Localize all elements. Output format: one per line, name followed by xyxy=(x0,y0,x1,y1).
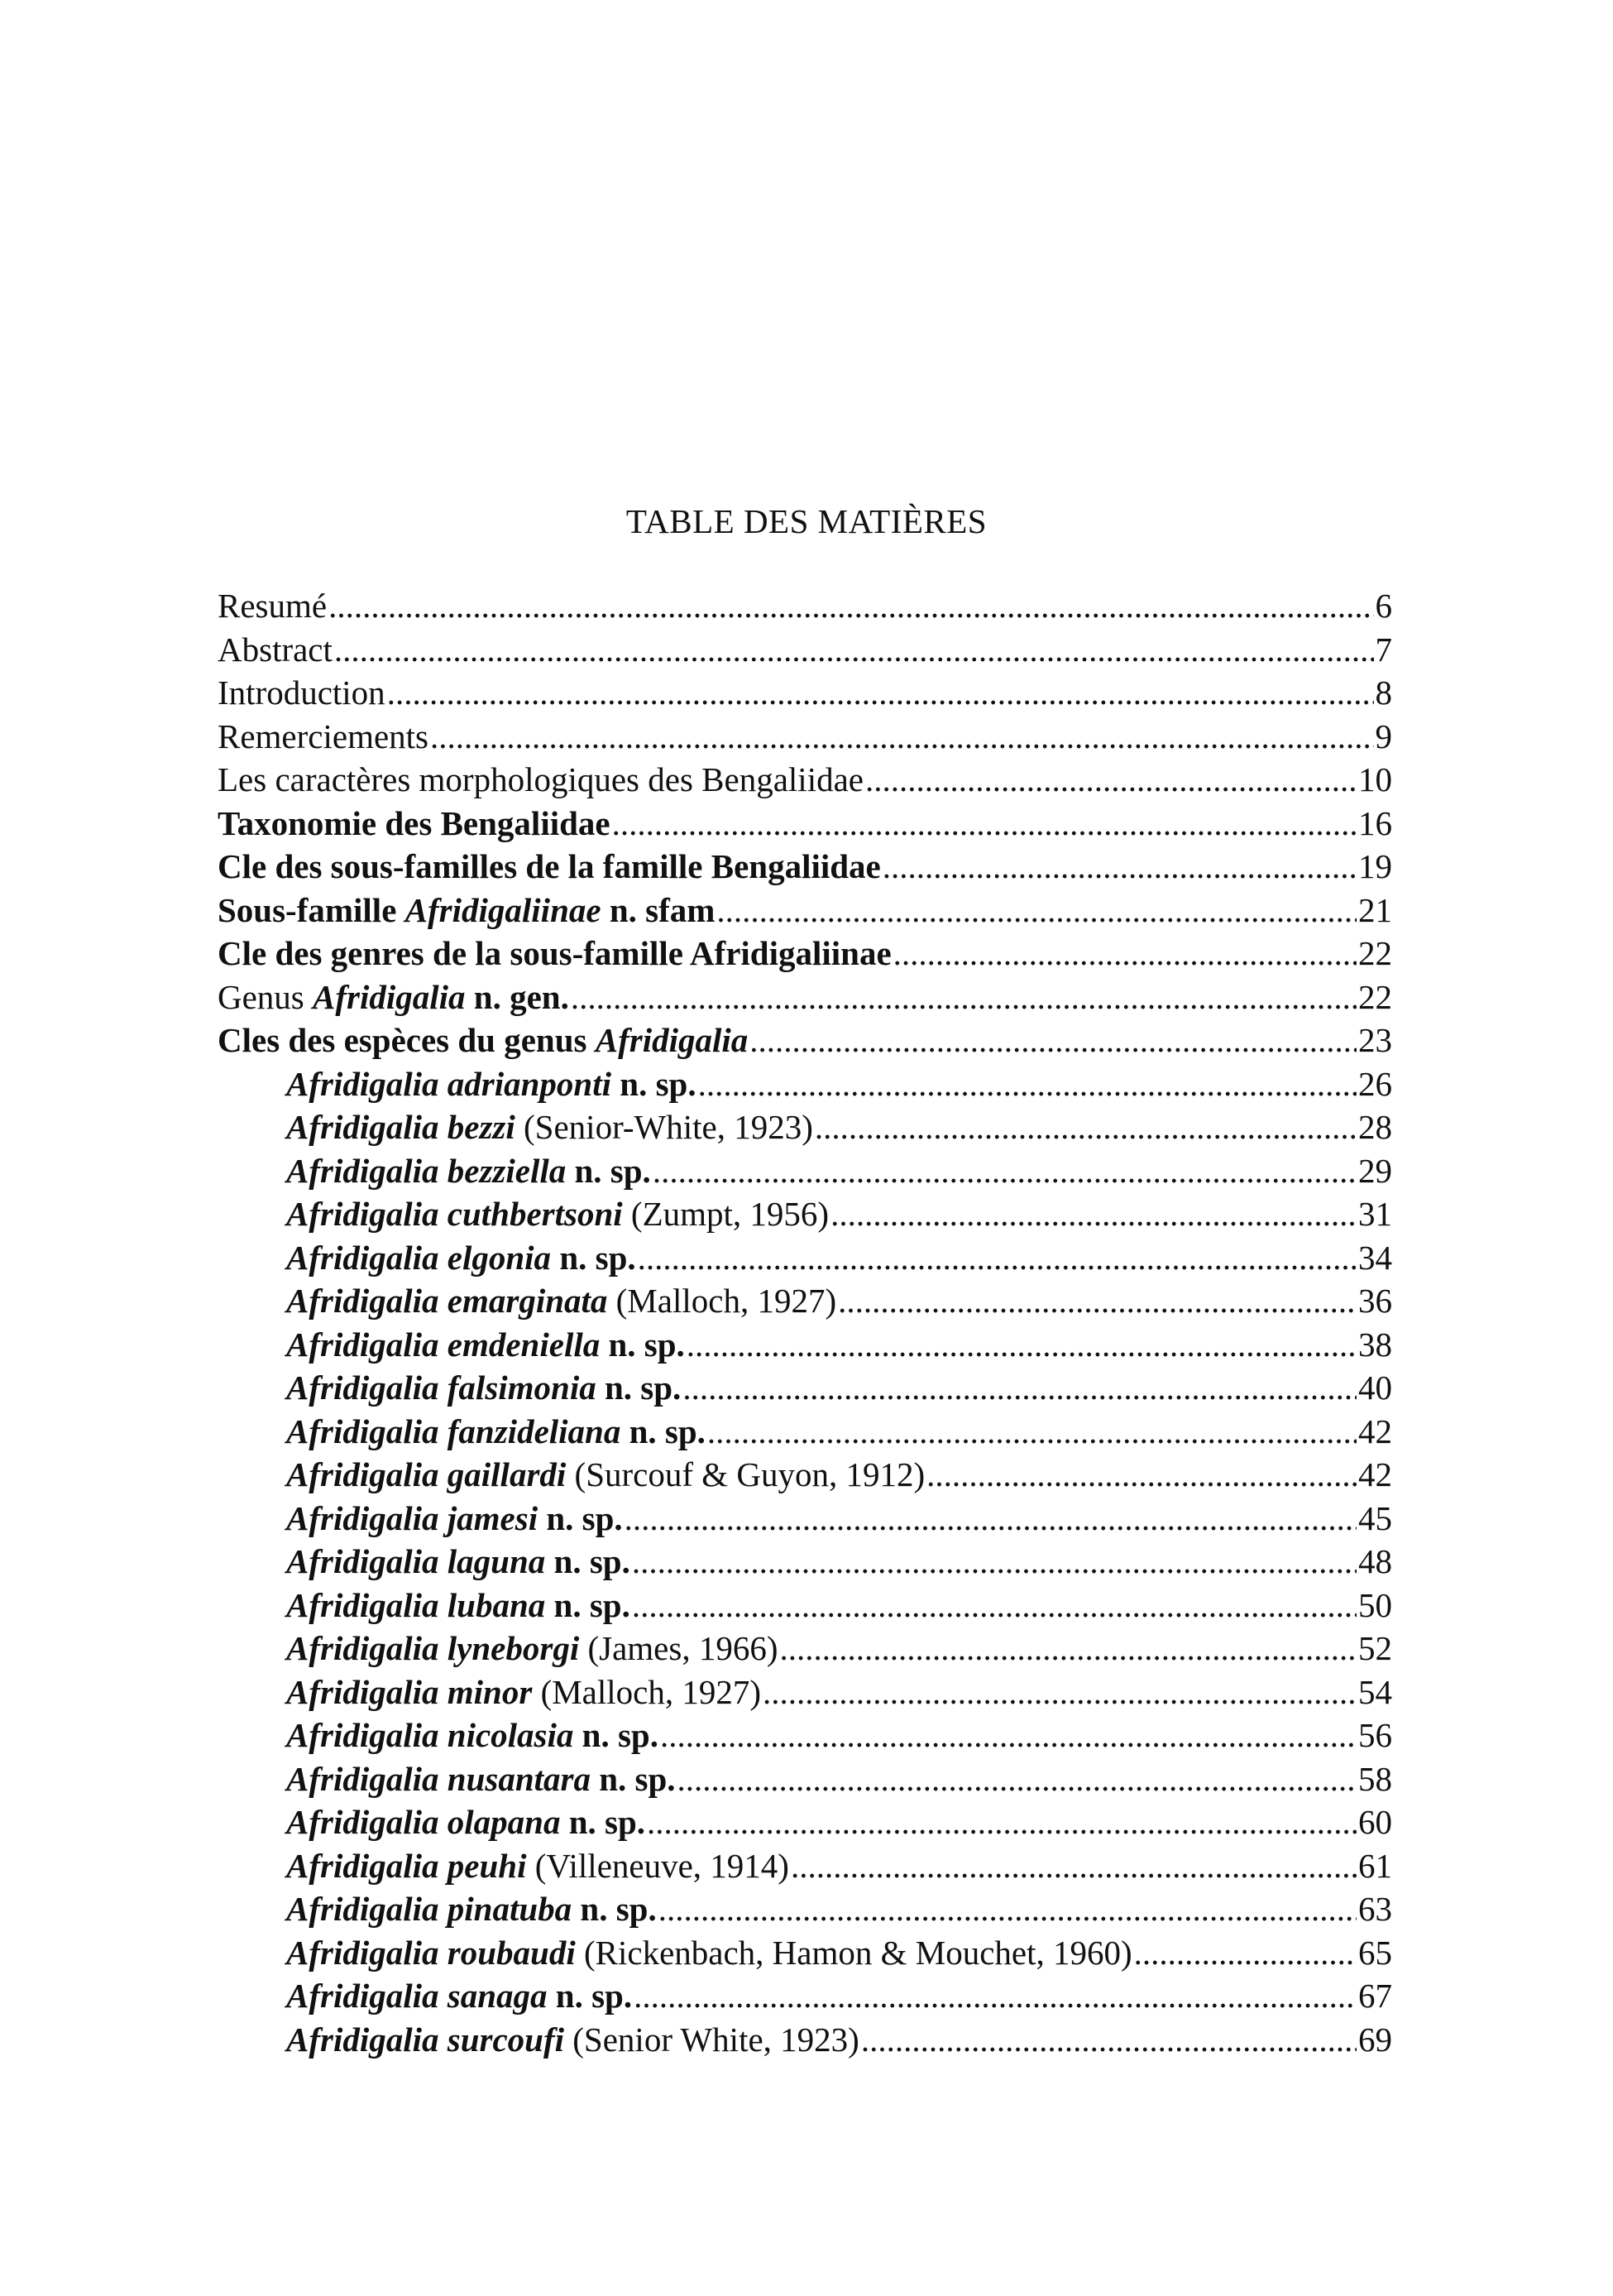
toc-page-number: 61 xyxy=(1358,1846,1392,1885)
toc-entry xyxy=(218,1627,1392,1670)
toc-entry-title xyxy=(286,1323,685,1367)
toc-entry-title xyxy=(286,1192,829,1236)
dot-leader xyxy=(865,758,1357,802)
toc-page-number: 58 xyxy=(1358,1759,1392,1798)
dot-leader xyxy=(791,1844,1357,1888)
toc-page-number: 42 xyxy=(1358,1455,1392,1493)
toc-entry-title-part: Afridigalia falsimonia xyxy=(286,1368,596,1407)
toc-entry-title-part: Afridigalia nicolasia xyxy=(286,1716,574,1754)
toc-page-number: 6 xyxy=(1375,587,1392,625)
toc-entry-title xyxy=(286,1105,813,1149)
toc-entry-title-part: n. sp. xyxy=(566,1151,651,1190)
dot-leader xyxy=(571,975,1357,1019)
toc-page-number: 19 xyxy=(1358,847,1392,885)
toc-page-number: 28 xyxy=(1358,1108,1392,1146)
toc-entry-title xyxy=(218,932,892,975)
toc-entry xyxy=(218,1453,1392,1497)
toc-page-number: 29 xyxy=(1358,1151,1392,1190)
toc-page-number: 7 xyxy=(1375,630,1392,669)
toc-entry-title-part: Afridigalia elgonia xyxy=(286,1238,552,1277)
toc-entry-title xyxy=(286,1974,632,2018)
toc-page-number: 56 xyxy=(1358,1716,1392,1754)
dot-leader xyxy=(883,845,1357,889)
toc-entry-title xyxy=(286,1584,630,1627)
toc-entry xyxy=(218,1584,1392,1627)
toc-entry-title-part: Afridigalia xyxy=(313,977,466,1016)
toc-entry xyxy=(218,1366,1392,1410)
toc-entry-title xyxy=(286,1366,681,1410)
toc-entry xyxy=(218,975,1392,1019)
toc-entry xyxy=(218,1410,1392,1454)
dot-leader xyxy=(716,889,1357,932)
toc-entry-title-part: n. sp. xyxy=(590,1759,676,1798)
toc-entry-title-part: (James, 1966) xyxy=(579,1629,778,1667)
toc-entry-title xyxy=(218,802,610,846)
toc-page-number: 8 xyxy=(1375,673,1392,712)
toc-entry-title-part: Afridigalia surcoufi xyxy=(286,2020,565,2059)
toc-entry-title xyxy=(286,1757,676,1801)
toc-entry xyxy=(218,1019,1392,1062)
toc-entry-title-part: Resumé xyxy=(218,587,328,625)
toc-entry-title xyxy=(218,671,385,715)
toc-entry-title-part: Afridigalia xyxy=(595,1021,749,1059)
dot-leader xyxy=(926,1453,1357,1497)
toc-entry xyxy=(218,889,1392,932)
toc-entry-title xyxy=(218,715,428,759)
toc-page-number: 21 xyxy=(1358,890,1392,929)
toc-entry-title xyxy=(286,1497,623,1541)
dot-leader xyxy=(634,1974,1357,2018)
toc-entry-title xyxy=(286,1236,636,1280)
dot-leader xyxy=(334,628,1374,672)
toc-entry-title xyxy=(218,758,864,802)
dot-leader xyxy=(387,671,1374,715)
toc-page-number: 36 xyxy=(1358,1282,1392,1320)
toc-entry xyxy=(218,1757,1392,1801)
dot-leader xyxy=(698,1062,1357,1106)
toc-page-number: 22 xyxy=(1358,977,1392,1016)
toc-entry xyxy=(218,1105,1392,1149)
toc-entry xyxy=(218,1149,1392,1193)
toc-entry-title-part: Afridigalia lubana xyxy=(286,1585,546,1624)
toc-page-number: 69 xyxy=(1358,2020,1392,2059)
toc-entry-title-part: n. sp. xyxy=(573,1716,658,1754)
toc-entry xyxy=(218,1931,1392,1975)
toc-entry-title xyxy=(286,1887,657,1931)
dot-leader xyxy=(430,715,1373,759)
toc-entry xyxy=(218,1670,1392,1714)
toc-entry-title xyxy=(218,628,333,672)
toc-entry-title xyxy=(218,975,569,1019)
toc-entry-title-part: Afridigalia olapana xyxy=(286,1803,561,1841)
toc-page-number: 50 xyxy=(1358,1585,1392,1624)
toc-entry xyxy=(218,715,1392,759)
toc-entry-title-part: Afridigalia pinatuba xyxy=(286,1890,572,1928)
dot-leader xyxy=(749,1019,1357,1062)
dot-leader xyxy=(687,1323,1357,1367)
toc-entry-title-part: n. sp. xyxy=(611,1064,696,1103)
toc-page-number: 26 xyxy=(1358,1064,1392,1103)
dot-leader xyxy=(838,1279,1357,1323)
toc-entry-title xyxy=(286,1453,925,1497)
toc-page-number: 34 xyxy=(1358,1238,1392,1277)
toc-entry-title-part: Sous-famille xyxy=(218,890,405,929)
dot-leader xyxy=(815,1105,1357,1149)
toc-entry-title-part: Afridigalia emarginata xyxy=(286,1282,608,1320)
toc-entry-title-part: Afridigalia laguna xyxy=(286,1542,546,1580)
toc-entry-title-part: Cle des sous-familles de la famille Bengaliidae xyxy=(218,847,881,885)
toc-entry-title-part: n. sp. xyxy=(547,1977,633,2015)
dot-leader xyxy=(677,1757,1357,1801)
toc-page-number: 67 xyxy=(1358,1977,1392,2015)
toc-entry-title-part: Afridigalia cuthbertsoni xyxy=(286,1195,623,1233)
toc-page-number: 42 xyxy=(1358,1412,1392,1450)
toc-entry-title-part: n. sp. xyxy=(600,1325,685,1364)
toc-entry-title-part: Afridigalia nusantara xyxy=(286,1759,591,1798)
toc-entry-title xyxy=(218,584,327,628)
toc-entry-title-part: n. sp. xyxy=(538,1498,623,1537)
toc-entry xyxy=(218,1887,1392,1931)
toc-entry-title-part: Afridigalia roubaudi xyxy=(286,1933,576,1972)
dot-leader xyxy=(612,802,1357,846)
toc-entry xyxy=(218,1974,1392,2018)
toc-page-number: 63 xyxy=(1358,1890,1392,1928)
toc-entry-title-part: Afridigalia adrianponti xyxy=(286,1064,612,1103)
dot-leader xyxy=(632,1540,1357,1584)
toc-entry-title xyxy=(286,1062,696,1106)
toc-page-number: 60 xyxy=(1358,1803,1392,1841)
table-of-contents xyxy=(218,584,1392,2061)
toc-entry-title xyxy=(286,1670,761,1714)
toc-entry-title-part: (Surcouf & Guyon, 1912) xyxy=(566,1455,926,1493)
dot-leader xyxy=(625,1497,1357,1541)
toc-entry xyxy=(218,1844,1392,1888)
toc-entry-title-part: n. sp. xyxy=(545,1585,630,1624)
dot-leader xyxy=(660,1714,1357,1757)
dot-leader xyxy=(328,584,1373,628)
toc-entry-title-part: Afridigaliinae xyxy=(404,890,601,929)
toc-page-number: 45 xyxy=(1358,1498,1392,1537)
toc-page-number: 9 xyxy=(1375,717,1392,755)
toc-entry-title-part: (Villeneuve, 1914) xyxy=(526,1846,789,1885)
toc-entry-title xyxy=(218,845,881,889)
toc-entry-title xyxy=(218,1019,748,1062)
toc-page-number: 40 xyxy=(1358,1368,1392,1407)
toc-entry-title-part: Afridigalia peuhi xyxy=(286,1846,527,1885)
toc-entry xyxy=(218,1236,1392,1280)
toc-page-number: 65 xyxy=(1358,1933,1392,1972)
toc-entry-title-part: n. sfam xyxy=(601,890,716,929)
dot-leader xyxy=(682,1366,1357,1410)
dot-leader xyxy=(638,1236,1357,1280)
toc-entry-title-part: n. sp. xyxy=(551,1238,636,1277)
dot-leader xyxy=(779,1627,1357,1670)
toc-entry-title-part: Remerciements xyxy=(218,717,429,755)
toc-entry-title-part: Afridigalia bezzi xyxy=(286,1108,515,1146)
toc-entry xyxy=(218,1540,1392,1584)
toc-entry xyxy=(218,1497,1392,1541)
toc-entry-title xyxy=(286,1540,630,1584)
toc-page-number: 54 xyxy=(1358,1672,1392,1711)
toc-entry-title xyxy=(286,1279,836,1323)
dot-leader xyxy=(658,1887,1357,1931)
toc-entry-title-part: (Malloch, 1927) xyxy=(607,1282,837,1320)
toc-entry xyxy=(218,932,1392,975)
toc-entry-title-part: n. sp. xyxy=(620,1412,706,1450)
toc-entry-title-part: Afridigalia bezziella xyxy=(286,1151,567,1190)
dot-leader xyxy=(653,1149,1357,1193)
toc-page-number: 48 xyxy=(1358,1542,1392,1580)
toc-entry-title-part: Afridigalia sanaga xyxy=(286,1977,548,2015)
toc-entry xyxy=(218,1062,1392,1106)
dot-leader xyxy=(632,1584,1357,1627)
toc-entry xyxy=(218,1279,1392,1323)
toc-entry xyxy=(218,584,1392,628)
dot-leader xyxy=(707,1410,1357,1454)
toc-page-number: 10 xyxy=(1358,760,1392,798)
toc-entry-title xyxy=(286,1627,778,1670)
toc-entry-title-part: Afridigalia fanzideliana xyxy=(286,1412,621,1450)
toc-entry-title-part: Genus xyxy=(218,977,314,1016)
toc-entry xyxy=(218,1714,1392,1757)
dot-leader xyxy=(763,1670,1357,1714)
toc-entry-title-part: n. sp. xyxy=(596,1368,682,1407)
toc-entry-title xyxy=(286,1149,651,1193)
dot-leader xyxy=(1134,1931,1357,1975)
toc-page-number: 23 xyxy=(1358,1021,1392,1059)
toc-entry-title xyxy=(218,889,715,932)
toc-entry-title-part: Taxonomie des Bengaliidae xyxy=(218,803,610,842)
toc-entry-title-part: Afridigalia jamesi xyxy=(286,1498,538,1537)
toc-entry xyxy=(218,2018,1392,2062)
toc-entry-title-part: Afridigalia lyneborgi xyxy=(286,1629,580,1667)
toc-entry-title-part: Abstract xyxy=(218,630,333,669)
toc-entry-title xyxy=(286,2018,859,2062)
toc-entry-title-part: Cles des espèces du genus xyxy=(218,1021,596,1059)
toc-entry xyxy=(218,628,1392,672)
toc-entry xyxy=(218,845,1392,889)
toc-entry xyxy=(218,671,1392,715)
dot-leader xyxy=(830,1192,1357,1236)
toc-entry xyxy=(218,1800,1392,1844)
toc-entry xyxy=(218,802,1392,846)
toc-entry xyxy=(218,1323,1392,1367)
dot-leader xyxy=(893,932,1357,975)
toc-entry-title-part: Cle des genres de la sous-famille Afridigaliinae xyxy=(218,934,892,972)
toc-entry-title-part: n. sp. xyxy=(572,1890,657,1928)
toc-page-number: 38 xyxy=(1358,1325,1392,1364)
page-title: TABLE DES MATIÈRES xyxy=(625,502,988,540)
toc-entry-title-part: n. sp. xyxy=(545,1542,630,1580)
toc-page-number: 16 xyxy=(1358,803,1392,842)
toc-entry xyxy=(218,758,1392,802)
toc-entry-title xyxy=(286,1844,789,1888)
toc-entry-title-part: Les caractères morphologiques des Bengaliidae xyxy=(218,760,864,798)
toc-entry-title-part: n. gen. xyxy=(465,977,569,1016)
toc-page-number: 22 xyxy=(1358,934,1392,972)
toc-entry-title xyxy=(286,1931,1132,1975)
toc-page-number: 31 xyxy=(1358,1195,1392,1233)
toc-entry-title xyxy=(286,1714,658,1757)
dot-leader xyxy=(861,2018,1357,2062)
toc-entry-title-part: Afridigalia minor xyxy=(286,1672,533,1711)
toc-entry-title-part: Introduction xyxy=(218,673,385,712)
toc-entry-title-part: (Senior White, 1923) xyxy=(564,2020,859,2059)
toc-entry-title-part: (Senior-White, 1923) xyxy=(515,1108,813,1146)
toc-page-number: 52 xyxy=(1358,1629,1392,1667)
toc-entry-title-part: (Malloch, 1927) xyxy=(532,1672,762,1711)
toc-entry-title-part: n. sp. xyxy=(560,1803,646,1841)
dot-leader xyxy=(647,1800,1357,1844)
toc-entry-title-part: (Rickenbach, Hamon & Mouchet, 1960) xyxy=(575,1933,1132,1972)
toc-entry-title-part: Afridigalia gaillardi xyxy=(286,1455,567,1493)
toc-entry-title xyxy=(286,1800,645,1844)
toc-entry-title-part: (Zumpt, 1956) xyxy=(622,1195,830,1233)
toc-entry xyxy=(218,1192,1392,1236)
toc-entry-title xyxy=(286,1410,706,1454)
toc-entry-title-part: Afridigalia emdeniella xyxy=(286,1325,601,1364)
